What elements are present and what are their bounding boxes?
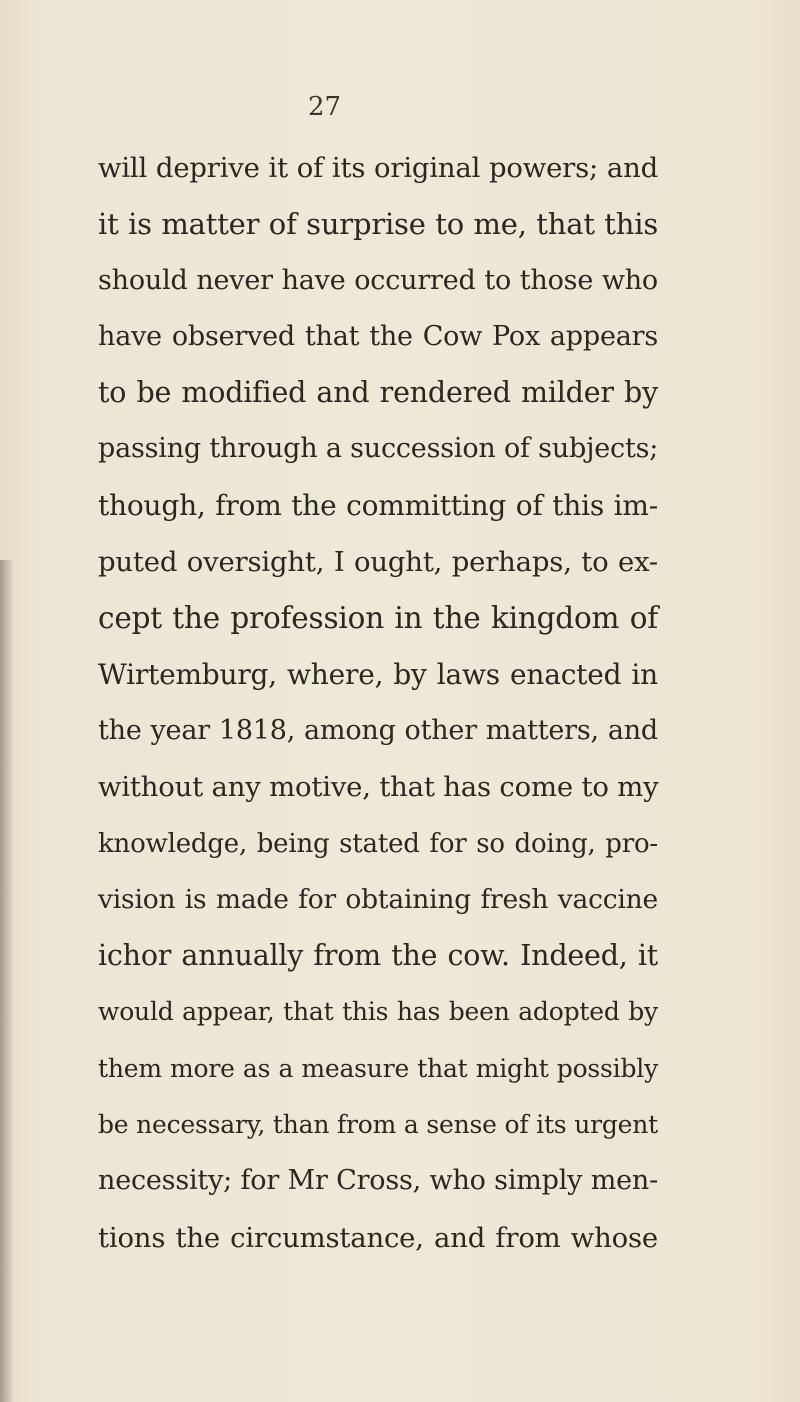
text-line: have observed that the Cow Pox appears — [98, 320, 658, 352]
text-line: though, from the committing of this im- — [98, 488, 658, 522]
text-line: will deprive it of its original powers; and — [98, 152, 658, 184]
text-line: should never have occurred to those who — [98, 264, 658, 296]
text-line: be necessary, than from a sense of its urgent — [98, 1110, 658, 1140]
page-number: 27 — [308, 92, 342, 122]
text-line: ichor annually from the cow. Indeed, it — [98, 939, 658, 973]
text-line: cept the profession in the kingdom of — [98, 601, 658, 636]
text-line: the year 1818, among other matters, and — [98, 714, 658, 746]
text-line: would appear, that this has been adopted by — [98, 997, 658, 1027]
text-line: to be modified and rendered milder by — [98, 376, 658, 410]
binding-edge-shadow — [0, 560, 14, 1402]
text-line: necessity; for Mr Cross, who simply men- — [98, 1165, 658, 1197]
text-line: passing through a succession of subjects; — [98, 433, 659, 465]
text-line: tions the circumstance, and from whose — [98, 1221, 658, 1254]
text-line: without any motive, that has come to my — [98, 771, 659, 804]
text-line: knowledge, being stated for so doing, pro- — [98, 828, 658, 859]
text-line: vision is made for obtaining fresh vaccine — [98, 883, 658, 915]
body-text — [98, 140, 658, 1266]
text-line: them more as a measure that might possibly — [98, 1053, 658, 1083]
text-line: it is matter of surprise to me, that this — [98, 207, 658, 242]
text-line: Wirtemburg, where, by laws enacted in — [98, 657, 658, 691]
text-line: puted oversight, I ought, perhaps, to ex- — [98, 546, 658, 579]
